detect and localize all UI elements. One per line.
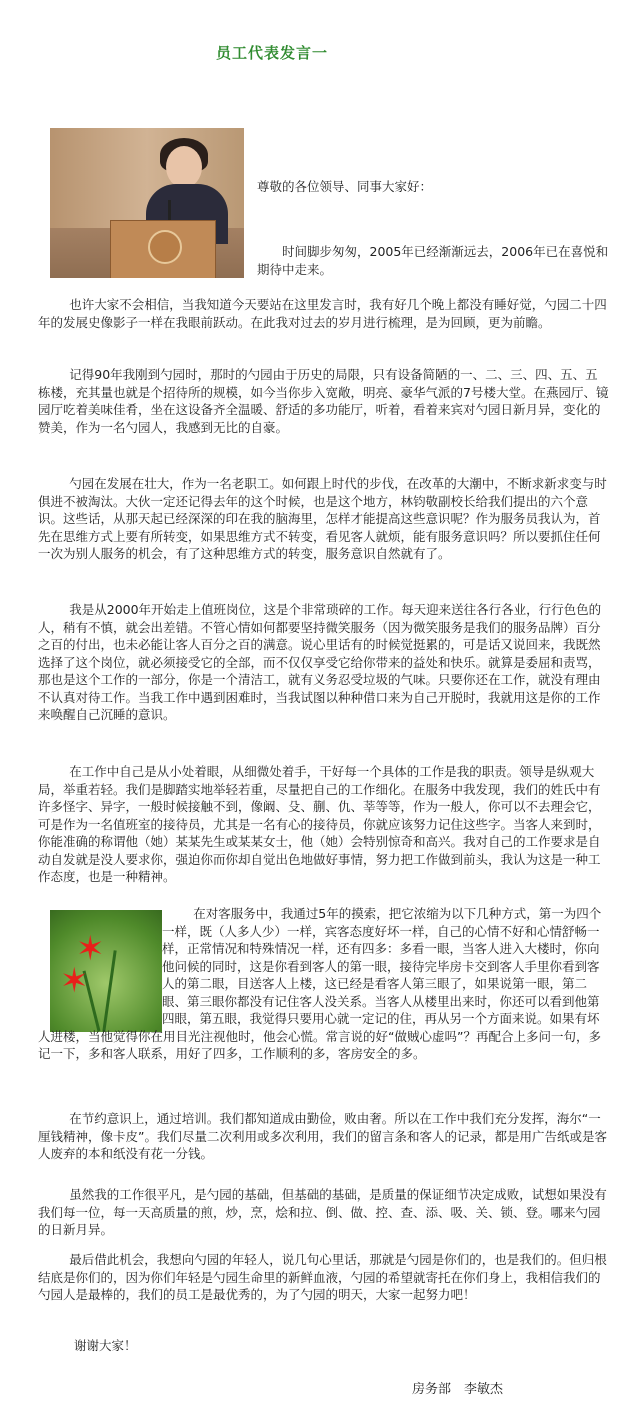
- paragraph-8: 在节约意识上，通过培训。我们都知道成由勤俭，败由奢。所以在工作中我们充分发挥，海尔“一厘钱精神，像卡皮”。我们尽量二次利用或多次利用，我们的留言条和客人的记录，都是用广告纸或是客人废弃的本和纸没有花一分钱。: [38, 1111, 607, 1161]
- greeting: 尊敬的各位领导、同事大家好：: [257, 179, 433, 194]
- red-flower-icon: ✶: [60, 961, 89, 1001]
- paragraph-9: 虽然我的工作很平凡，是勺园的基础，但基础的基础，是质量的保证细节决定成败，试想如果没有我们每一位，每一天高质量的煎，炒，烹，烩和拉、倒、做、控、查、添、吸、关、锁、登。哪来勺园的日新月异。: [38, 1187, 607, 1237]
- paragraph-2: 也许大家不会相信，当我知道今天要站在这里发言时，我有好几个晚上都没有睡好觉，勺园二十四年的发展史像影子一样在我眼前跃动。在此我对过去的岁月进行梳理，是为回顾，更为前瞻。: [38, 297, 607, 330]
- paragraph-3: 记得90年我刚到勺园时，那时的勺园由于历史的局限，只有设备简陋的一、二、三、四、五、五栋楼，充其量也就是个招待所的规模，如今当你步入宽敞，明亮、豪华气派的7号楼大堂。在燕园厅、镜园厅吃着美味佳肴，坐在这设备齐全温暖、舒适的多功能厅，听着，看着来宾对勺园日新月异，变化的赞美，作为一名勺园人，我感到无比的自豪。: [38, 367, 609, 435]
- podium-emblem: [148, 230, 182, 264]
- speaker-photo: [50, 128, 244, 278]
- thanks-line: 谢谢大家！: [74, 1338, 137, 1353]
- page-title: 员工代表发言一: [215, 44, 328, 62]
- speaker-head: [166, 146, 202, 188]
- paragraph-7: 在对客服务中，我通过5年的摸索，把它浓缩为以下几种方式，第一为四个一样，既（人多人少）一样，宾客态度好坏一样，自己的心情不好和心情舒畅一样，正常情况和特殊情况一样，还有四多：多看一眼，当客人进入大楼时，你向他问候的同时，这是你看到客人的第一眼，接待完毕房卡交到客人手里你看到客人的第二眼，目送客人上楼，这已经是看客人第三眼了，如果说第一眼，第二眼、第三眼你都没有记住客人没关系。当客人从楼里出来时，你还可以看到他第四眼，第五眼，我觉得只要用心就一定记的住，再从另一个方面来说。如果有坏人进楼，当他觉得你在用目光注视他时，他会心慌。常言说的好“做贼心虚吗”？再配合上多问一句，多记一下，多和客人联系，用好了四多，工作顺利的多，客房安全的多。: [38, 906, 602, 1061]
- paragraph-7-container: [38, 905, 610, 1063]
- image-float-spacer: [38, 905, 162, 1025]
- red-flower-icon: ✶: [76, 929, 105, 969]
- paragraph-4: 勺园在发展在壮大，作为一名老职工。如何跟上时代的步伐，在改革的大潮中，不断求新求变与时俱进不被淘汰。大伙一定还记得去年的这个时候，也是这个地方，林钧敬副校长给我们提出的六个意识。这些话，从那天起已经深深的印在我的脑海里，怎样才能提高这些意识呢？作为服务员我认为，首先在思维方式上要有所转变，如果思维方式不转变，看见客人就烦，能有服务意识吗？所以要抓住任何一次为别人服务的机会，有了这种思维方式的转变，服务意识自然就有了。: [38, 476, 607, 561]
- paragraph-5: 我是从2000年开始走上值班岗位，这是个非常琐碎的工作。每天迎来送往各行各业，行行色色的人，稍有不慎，就会出差错。不管心情如何都要坚持微笑服务（因为微笑服务是我们的服务品牌）百分之百的付出，也未必能让客人百分之百的满意。说心里话有的时候觉挺累的，可是话又说回来，我既然选择了这个岗位，就必须接受它的全部，而不仅仅享受它给你带来的益处和快乐。就算是委屈和责骂，那也是这个工作的一部分，你是一个清洁工，就有义务忍受垃圾的气味。只要你还在工作，就没有理由不认真对待工作。当我工作中遇到困难时，当我试图以种种借口来为自己开脱时，我就用这是你的工作来唤醒自己沉睡的意识。: [38, 602, 602, 722]
- paragraph-6: 在工作中自己是从小处着眼，从细微处着手，干好每一个具体的工作是我的职责。领导是纵观大局，举重若轻。我们是脚踏实地举轻若重，尽量把自己的工作细化。在服务中我发现，我们的姓氏中有许多怪字、异字，一般时候接触不到，像阚、殳、蒯、仇、莘等等，作为一般人，你可以不去理会它，可是作为一名值班室的接待员，尤其是一名有心的接待员，你就应该努力记住这些字。当客人来到时，你能准确的称谓他（她）某某先生或某某女士，他（她）会特别惊奇和高兴。我对自己的工作要求是自动自发就是没人要求你，强迫你而你却自觉出色地做好事情，努力把工作做到前头，我认为这是一种工作态度，也是一种精神。: [38, 764, 601, 884]
- paragraph-1: 时间脚步匆匆，2005年已经渐渐远去，2006年已在喜悦和期待中走来。: [257, 244, 609, 277]
- paragraph-10: 最后借此机会，我想向勺园的年轻人，说几句心里话，那就是勺园是你们的，也是我们的。但归根结底是你们的，因为你们年轻是勺园生命里的新鲜血液，勺园的希望就寄托在你们身上，我相信我们的勺园人是最棒的，我们的员工是最优秀的，为了勺园的明天，大家一起努力吧！: [38, 1252, 607, 1302]
- signature: 房务部 李敏杰: [412, 1382, 504, 1397]
